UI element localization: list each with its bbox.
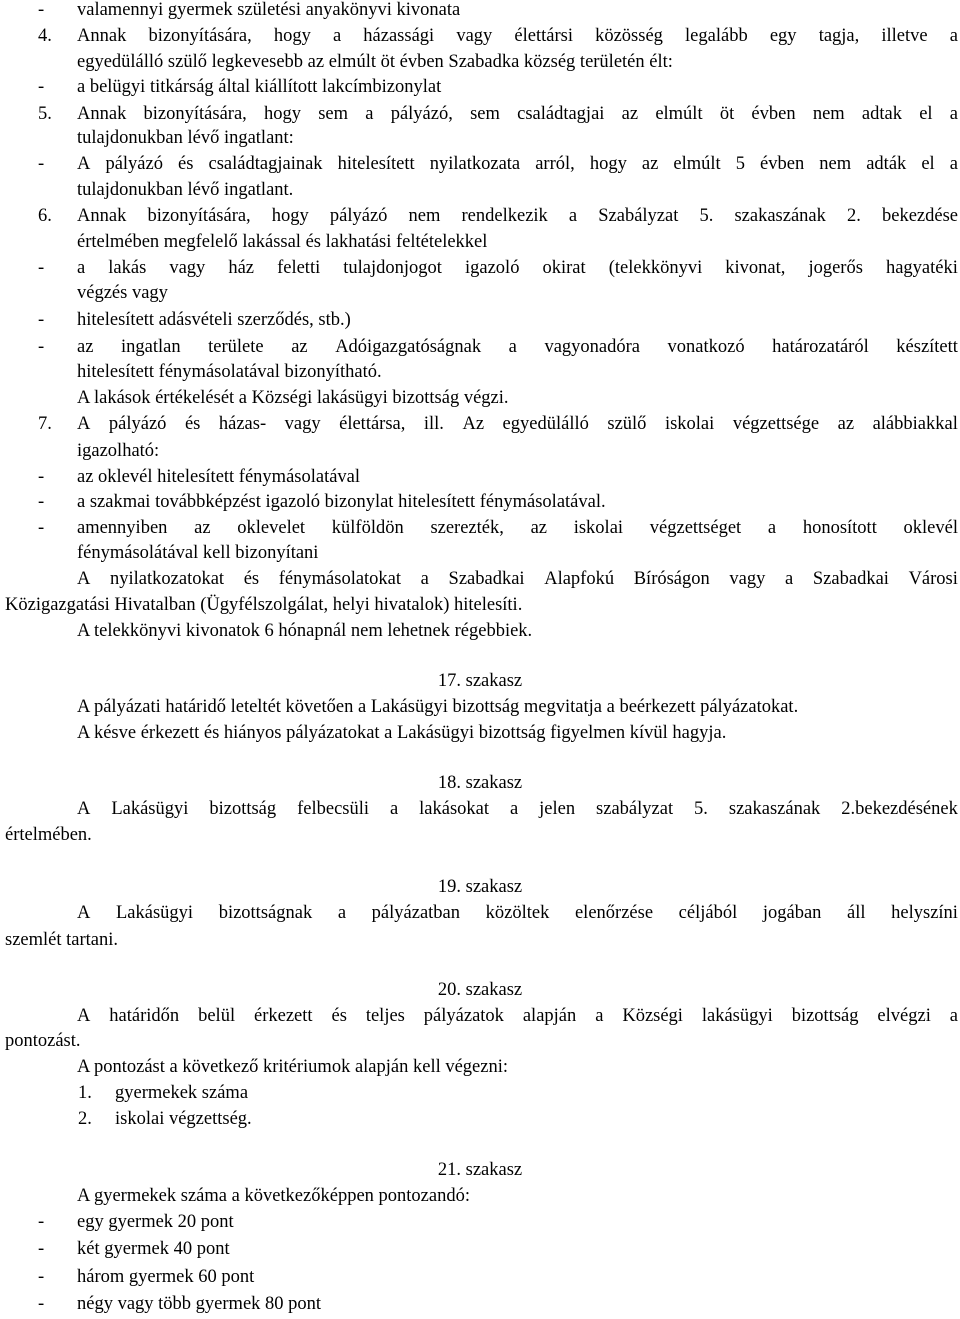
list-bullet: - xyxy=(38,310,45,330)
text-line xyxy=(0,720,960,746)
line-text: két gyermek 40 pont xyxy=(77,1239,230,1259)
text-line xyxy=(0,1209,960,1235)
text-line xyxy=(0,1003,960,1029)
line-text: A pontozást a következő kritériumok alapján kell végezni: xyxy=(77,1057,509,1077)
line-text: értelmében. xyxy=(5,825,92,845)
section-title: 18. szakasz xyxy=(437,773,523,793)
list-bullet: - xyxy=(38,492,45,512)
text-line xyxy=(0,151,960,177)
line-text: a belügyi titkárság által kiállított lakcímbizonylat xyxy=(77,77,442,97)
line-text: értelmében megfelelő lakással és lakhatási feltételekkel xyxy=(77,232,488,252)
list-bullet: - xyxy=(38,1267,45,1287)
text-line xyxy=(0,359,960,385)
list-number: 5. xyxy=(38,104,52,124)
text-line xyxy=(0,592,960,618)
text-line xyxy=(0,255,960,281)
line-text: A telekkönyvi kivonatok 6 hónapnál nem lehetnek régebbiek. xyxy=(77,621,533,641)
list-number: 7. xyxy=(38,414,52,434)
justified-line-text: Annak bizonyítására, hogy pályázó nem rendelkezik a Szabályzat 5. szakaszának 2. bekezdése xyxy=(77,206,958,226)
line-text: igazolható: xyxy=(77,441,160,461)
line-text: négy vagy több gyermek 80 pont xyxy=(77,1294,322,1314)
line-text: szemlét tartani. xyxy=(5,930,119,950)
list-bullet: - xyxy=(38,337,45,357)
section-heading xyxy=(0,668,960,694)
list-number: 4. xyxy=(38,26,52,46)
justified-line-text: A pályázó és házas- vagy élettársa, ill. Az egyedülálló szülő iskolai végzettsége az alábbiakkal xyxy=(77,414,958,434)
text-line xyxy=(0,566,960,592)
text-line xyxy=(0,694,960,720)
justified-line-text: A pályázó és családtagjainak hitelesített nyilatkozata arról, hogy az elmúlt 5 évben nem adták el a xyxy=(77,154,958,174)
line-text: végzés vagy xyxy=(77,283,168,303)
text-line xyxy=(0,464,960,490)
section-title: 19. szakasz xyxy=(437,877,523,897)
list-number: 1. xyxy=(78,1083,92,1103)
section-heading xyxy=(0,874,960,900)
line-text: hitelesített fénymásolatával bizonyítható. xyxy=(77,362,382,382)
text-line xyxy=(0,23,960,49)
text-line xyxy=(0,900,960,926)
text-line xyxy=(0,540,960,566)
list-bullet: - xyxy=(38,1239,45,1259)
list-bullet: - xyxy=(38,1294,45,1314)
text-line xyxy=(0,177,960,203)
text-line xyxy=(0,618,960,644)
text-line xyxy=(0,334,960,360)
line-text: hitelesített adásvételi szerződés, stb.) xyxy=(77,310,351,330)
list-bullet: - xyxy=(38,154,45,174)
line-text: egyedülálló szülő legkevesebb az elmúlt öt évben Szabadka község területén élt: xyxy=(77,52,673,72)
text-line xyxy=(0,822,960,848)
line-text: pontozást. xyxy=(5,1031,81,1051)
text-line xyxy=(0,1106,960,1132)
line-text: A gyermekek száma a következőképpen pontozandó: xyxy=(77,1186,470,1206)
text-line xyxy=(0,1264,960,1290)
text-line xyxy=(0,280,960,306)
line-text: iskolai végzettség. xyxy=(115,1109,252,1129)
line-text: gyermekek száma xyxy=(115,1083,249,1103)
text-line xyxy=(0,125,960,151)
list-number: 2. xyxy=(78,1109,92,1129)
text-line xyxy=(0,438,960,464)
text-line xyxy=(0,229,960,255)
section-heading xyxy=(0,1157,960,1183)
text-line xyxy=(0,1291,960,1317)
justified-line-text: A határidőn belül érkezett és teljes pályázatok alapján a Községi lakásügyi bizottság elvégzi a xyxy=(77,1006,958,1026)
list-number: 6. xyxy=(38,206,52,226)
line-text: egy gyermek 20 pont xyxy=(77,1212,234,1232)
text-line xyxy=(0,515,960,541)
text-line xyxy=(0,101,960,127)
text-line xyxy=(0,411,960,437)
justified-line-text: A Lakásügyi bizottság felbecsüli a lakásokat a jelen szabályzat 5. szakaszának 2.bekezdésének xyxy=(77,799,958,819)
text-line xyxy=(0,385,960,411)
list-bullet: - xyxy=(38,518,45,538)
line-text: az oklevél hitelesített fénymásolatával xyxy=(77,467,361,487)
section-heading xyxy=(0,770,960,796)
line-text: a szakmai továbbképzést igazoló bizonylat hitelesített fénymásolatával. xyxy=(77,492,606,512)
text-line xyxy=(0,307,960,333)
text-line xyxy=(0,74,960,100)
line-text: tulajdonukban lévő ingatlant: xyxy=(77,128,294,148)
list-bullet: - xyxy=(38,77,45,97)
text-line xyxy=(0,796,960,822)
list-bullet: - xyxy=(38,258,45,278)
text-line xyxy=(0,1080,960,1106)
line-text: A pályázati határidő leteltét követően a Lakásügyi bizottság megvitatja a beérkezett pályázatokat. xyxy=(77,697,799,717)
justified-line-text: amennyiben az oklevelet külföldön szerezték, az iskolai végzettséget a honosított oklevél xyxy=(77,518,958,538)
line-text: tulajdonukban lévő ingatlant. xyxy=(77,180,294,200)
list-bullet: - xyxy=(38,467,45,487)
text-line xyxy=(0,49,960,75)
justified-line-text: a lakás vagy ház feletti tulajdonjogot igazoló okirat (telekkönyvi kivonat, jogerős hagyatéki xyxy=(77,258,958,278)
text-line xyxy=(0,489,960,515)
line-text: valamennyi gyermek születési anyakönyvi kivonata xyxy=(77,0,461,20)
justified-line-text: Annak bizonyítására, hogy a házassági vagy élettársi közösség legalább egy tagja, illetve a xyxy=(77,26,958,46)
list-bullet: - xyxy=(38,0,45,20)
line-text: A lakások értékelését a Községi lakásügyi bizottság végzi. xyxy=(77,388,509,408)
justified-line-text: az ingatlan területe az Adóigazgatóságnak a vagyonadóra vonatkozó határozatáról készített xyxy=(77,337,958,357)
section-title: 17. szakasz xyxy=(437,671,523,691)
justified-line-text: Annak bizonyítására, hogy sem a pályázó, sem családtagjai az elmúlt öt évben nem adtak el a xyxy=(77,104,958,124)
text-line xyxy=(0,1054,960,1080)
list-bullet: - xyxy=(38,1212,45,1232)
justified-line-text: A nyilatkozatokat és fénymásolatokat a Szabadkai Alapfokú Bíróságon vagy a Szabadkai Városi xyxy=(77,569,958,589)
section-heading xyxy=(0,977,960,1003)
text-line xyxy=(0,927,960,953)
justified-line-text: A Lakásügyi bizottságnak a pályázatban közöltek elenőrzése céljából jogában áll helyszíni xyxy=(77,903,958,923)
text-line xyxy=(0,0,960,23)
text-line xyxy=(0,203,960,229)
text-line xyxy=(0,1183,960,1209)
line-text: három gyermek 60 pont xyxy=(77,1267,255,1287)
line-text: Közigazgatási Hivatalban (Ügyfélszolgálat, helyi hivatalok) hitelesíti. xyxy=(5,595,523,615)
text-line xyxy=(0,1028,960,1054)
line-text: fénymásolátával kell bizonyítani xyxy=(77,543,319,563)
section-title: 21. szakasz xyxy=(437,1160,523,1180)
section-title: 20. szakasz xyxy=(437,980,523,1000)
line-text: A késve érkezett és hiányos pályázatokat a Lakásügyi bizottság figyelmen kívül hagyja. xyxy=(77,723,727,743)
text-line xyxy=(0,1236,960,1262)
